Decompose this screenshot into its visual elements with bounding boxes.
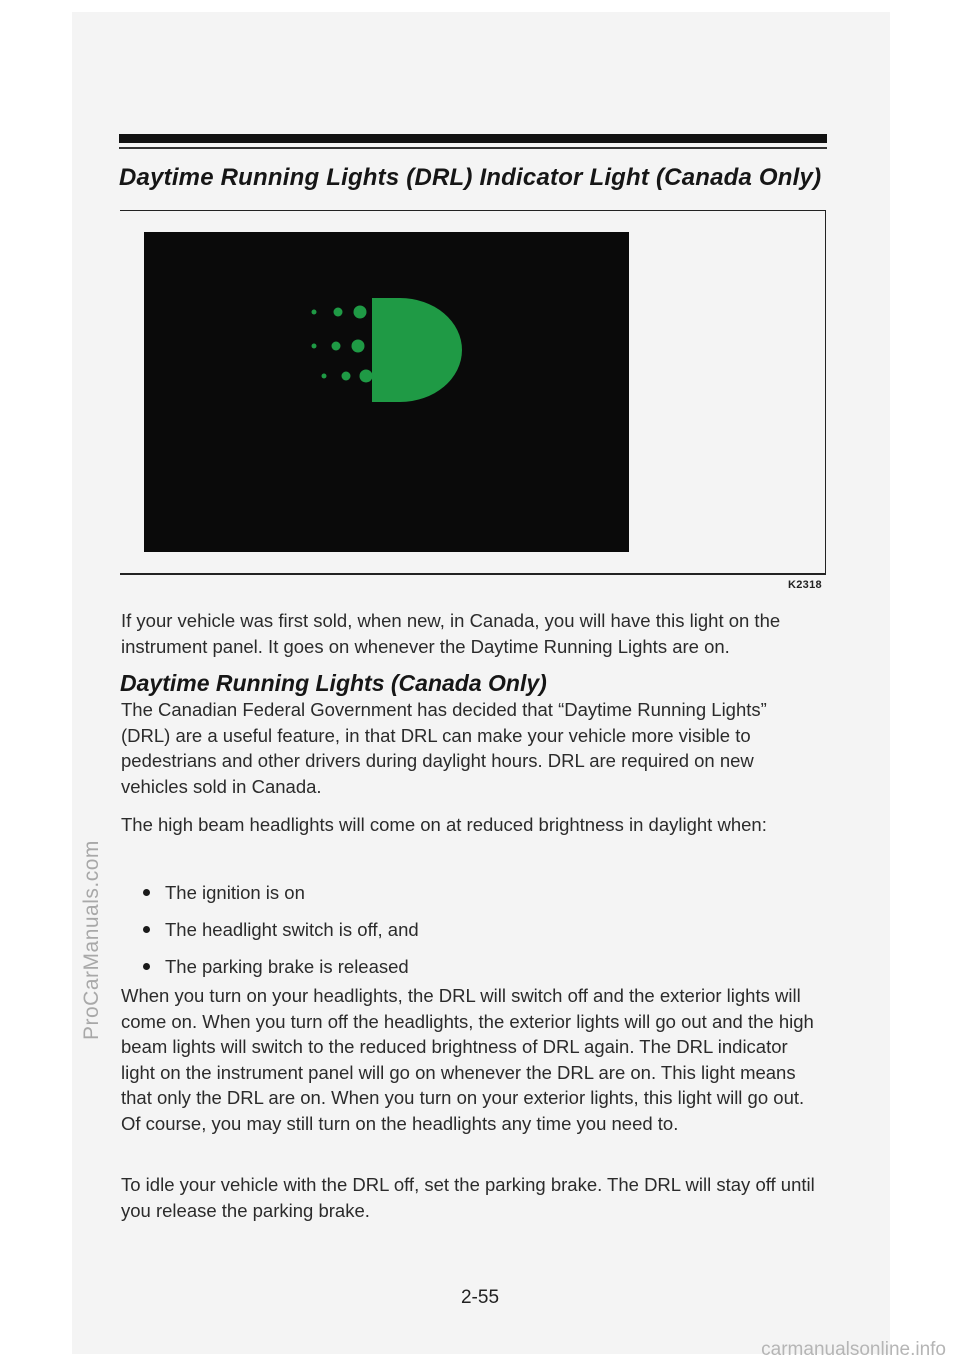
list-item [143, 911, 419, 948]
condition-list [143, 874, 419, 985]
section-heading: Daytime Running Lights (Canada Only) [120, 670, 547, 696]
intro-paragraph: If your vehicle was first sold, when new, in Canada, you will have this light on the instrument panel. It goes on whenever the Daytime Running Lights are on. [121, 610, 781, 657]
list-item-text: The parking brake is released [165, 956, 409, 977]
header-rule-thin [119, 147, 827, 149]
footer-url[interactable]: carmanualsonline.info [761, 1339, 946, 1360]
page-title: Daytime Running Lights (DRL) Indicator Light (Canada Only) [119, 164, 822, 191]
watermark-text [80, 980, 100, 1040]
list-item-text: The headlight switch is off, and [165, 919, 419, 940]
figure-code: K2318 [788, 579, 822, 591]
section-paragraph-1: The Canadian Federal Government has decided that “Daytime Running Lights” (DRL) are a useful feature, in that DRL can make your vehicle more visible to pedestrians and other drivers during daylight hours. DRL are required on new vehicles sold in Canada. [121, 699, 767, 797]
header-rule [119, 134, 827, 143]
drl-lamp-shape [372, 298, 462, 402]
drl-beam-dot [312, 344, 317, 349]
drl-beam-dot [342, 372, 351, 381]
drl-beam-dot [334, 308, 343, 317]
section-paragraph-4: To idle your vehicle with the DRL off, set the parking brake. The DRL will stay off until you release the parking brake. [121, 1174, 815, 1221]
list-item [143, 874, 419, 911]
bullet-icon [143, 889, 150, 896]
bullet-icon [143, 963, 150, 970]
list-item-text: The ignition is on [165, 882, 305, 903]
drl-beam-dot [332, 342, 341, 351]
drl-beam-dot [352, 340, 365, 353]
drl-indicator-icon [300, 290, 470, 410]
drl-beam-dot [360, 370, 373, 383]
page-number: 2-55 [460, 1287, 500, 1308]
bullet-icon [143, 926, 150, 933]
section-paragraph-2: The high beam headlights will come on at reduced brightness in daylight when: [121, 814, 767, 835]
section-paragraph-3: When you turn on your headlights, the DRL will switch off and the exterior lights will come on. When you turn off the headlights, the exterior lights will go out and the high beam lights will switch to the reduced brightness of DRL again. The DRL indicator light on the instrument panel will go on whenever the DRL are on. This light means that only the DRL are on. When you turn on your exterior lights, this light will go out. Of course, you may still turn on the headlights any time you need to. [121, 985, 814, 1134]
drl-beam-dot [312, 310, 317, 315]
drl-beam-dot [354, 306, 367, 319]
drl-beam-dot [322, 374, 327, 379]
list-item [143, 948, 419, 985]
